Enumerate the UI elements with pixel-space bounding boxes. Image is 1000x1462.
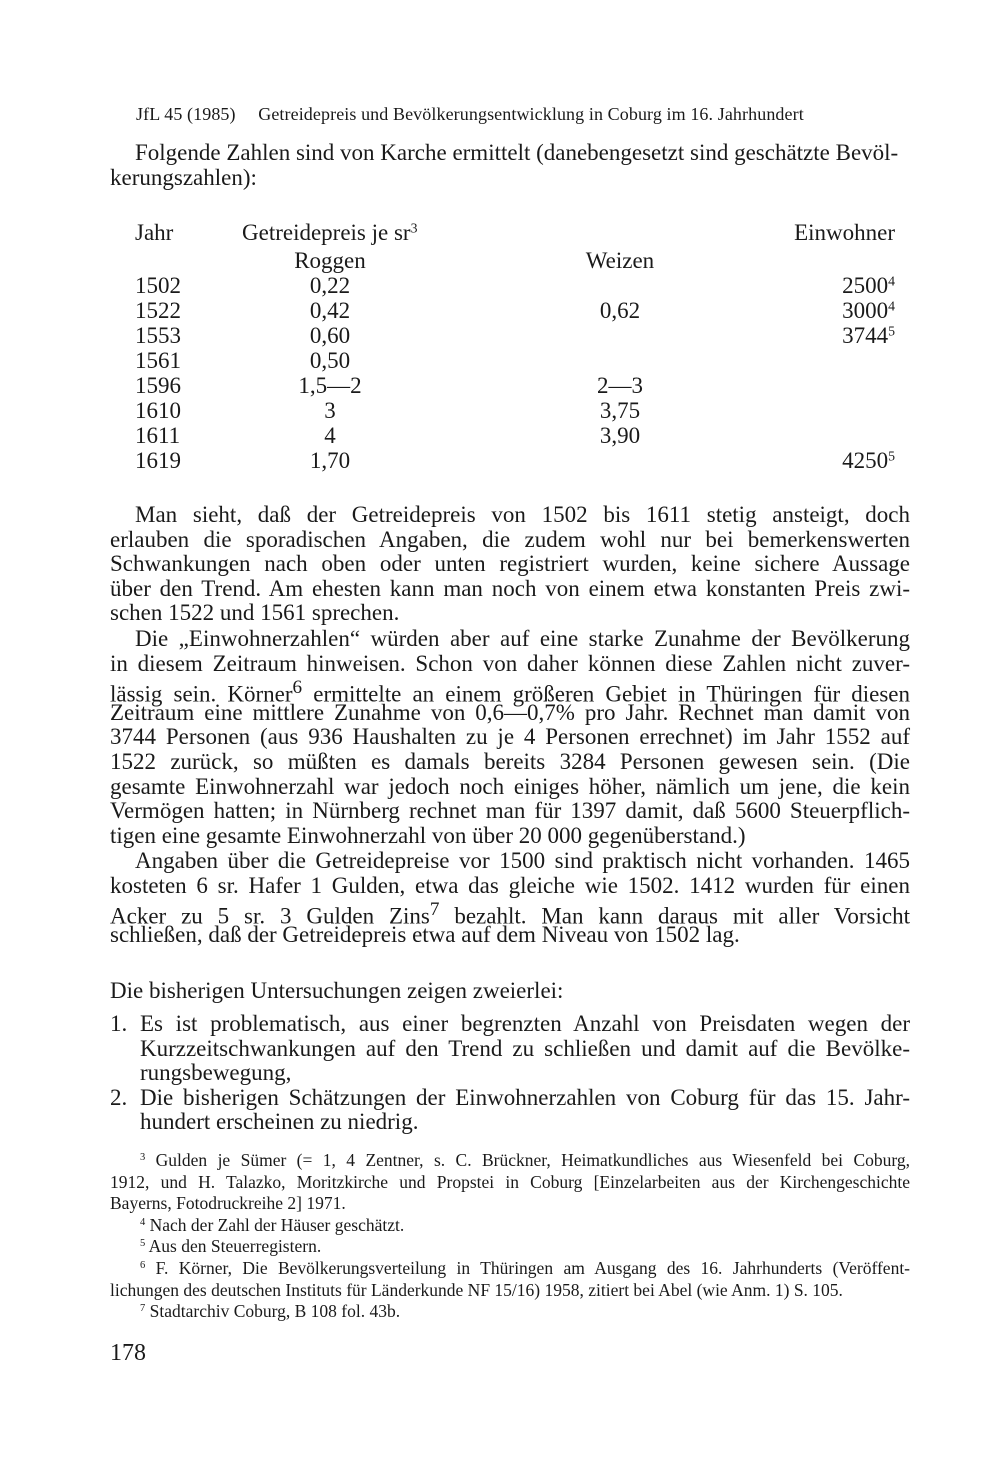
- cell-wheat: 2—3: [597, 373, 643, 398]
- footnote-ref: 5: [888, 323, 895, 339]
- table-body: [135, 273, 895, 473]
- footnote-mark: 7: [140, 1303, 146, 1315]
- column-header-year: Jahr: [135, 220, 174, 245]
- table-row: [135, 398, 895, 423]
- journal-citation: JfL 45 (1985): [136, 104, 236, 124]
- subheader-wheat: Weizen: [585, 248, 655, 273]
- page-number: 178: [110, 1340, 146, 1366]
- cell-wheat: 0,62: [599, 298, 641, 323]
- paragraph-line: Angaben über die Getreidepreise vor 1500 sind praktisch nicht vorhanden. 1465: [135, 848, 910, 873]
- list-number: 2.: [110, 1084, 128, 1110]
- cell-rye: 1,70: [309, 448, 351, 473]
- footnote-ref: 4: [888, 298, 895, 314]
- footnote-line: lichungen des deutschen Instituts für Länderkunde NF 15/16) 1958, zitiert bei Abel (wie Anm. 1) S. 105.: [110, 1279, 843, 1300]
- footnote-6: [110, 1258, 910, 1301]
- paragraph-line: Vermögen hatten; in Nürnberg rechnet man für 1397 damit, daß 5600 Steuerpflich-: [110, 798, 910, 824]
- footnotes: [110, 1150, 910, 1323]
- footnote-line: [110, 1301, 910, 1323]
- cell-rye: 0,22: [309, 273, 351, 298]
- inhabitants-value: 3744: [842, 323, 889, 348]
- footnote-line: Bayerns, Fotodruckreihe 2] 1971.: [110, 1193, 346, 1214]
- footnote-line: 1912, und H. Talazko, Moritzkirche und Propstei in Coburg [Einzelarbeiten aus der Kirchengeschichte: [110, 1171, 910, 1192]
- table-row: [135, 348, 895, 373]
- running-title: Getreidepreis und Bevölkerungsentwicklung in Coburg im 16. Jahrhundert: [258, 104, 804, 124]
- footnote-mark: 6: [140, 1260, 146, 1272]
- cell-year: 1502: [135, 273, 181, 298]
- conclusion-lead: Die bisherigen Untersuchungen zeigen zweierlei:: [110, 978, 564, 1003]
- table-row: [135, 298, 895, 323]
- paragraph-line: 3744 Personen (aus 936 Haushalten zu je 4 Personen errechnet) im Jahr 1552 auf: [110, 724, 910, 750]
- footnote-ref: 5: [888, 448, 895, 464]
- table-row: [135, 273, 895, 298]
- column-header-price: [242, 220, 418, 246]
- cell-rye: 0,42: [309, 298, 351, 323]
- footnote-text: Gulden je Sümer (= 1, 4 Zentner, s. C. Brückner, Heimatkundliches aus Wiesenfeld bei Coburg,: [155, 1150, 911, 1170]
- cell-inhabitants: [842, 323, 895, 349]
- cell-year: 1619: [135, 448, 181, 473]
- column-header-price-text: Getreidepreis je sr: [242, 220, 411, 245]
- paragraph-line: [110, 676, 911, 707]
- cell-year: 1611: [135, 423, 181, 448]
- paragraph-line: 1522 zurück, so müßten es damals bereits 3284 Personen gewesen sein. (Die: [110, 748, 910, 774]
- price-table: [135, 220, 895, 473]
- footnote-line: [110, 1236, 910, 1258]
- table-subheader-row: [135, 248, 895, 273]
- intro-line: kerungszahlen):: [110, 165, 257, 190]
- paragraph-line: Zeitraum eine mittlere Zunahme von 0,6—0,7% pro Jahr. Rechnet man damit von: [110, 699, 910, 725]
- footnote-mark: 4: [140, 1217, 146, 1229]
- footnote-line: [110, 1215, 910, 1237]
- footnote-5: [110, 1236, 910, 1258]
- subheader-rye: Roggen: [294, 248, 366, 273]
- cell-year: 1553: [135, 323, 181, 348]
- cell-year: 1596: [135, 373, 181, 398]
- paragraph-line: Die „Einwohnerzahlen“ würden aber auf eine starke Zunahme der Bevölkerung: [135, 626, 910, 651]
- paragraph-line: Man sieht, daß der Getreidepreis von 1502 bis 1611 stetig ansteigt, doch: [135, 502, 910, 527]
- cell-inhabitants: [842, 298, 895, 324]
- inhabitants-value: 4250: [842, 448, 889, 473]
- line-segment: lässig sein. Körner: [110, 681, 293, 707]
- cell-year: 1522: [135, 298, 181, 323]
- footnote-text: F. Körner, Die Bevölkerungsverteilung in Thüringen am Ausgang des 16. Jahrhunderts (Veröffent-: [155, 1257, 911, 1278]
- cell-rye: 0,60: [309, 323, 351, 348]
- conclusion-list: [110, 1011, 910, 1134]
- column-header-inhabitants: Einwohner: [794, 220, 895, 245]
- line-segment: ermittelte an einem größeren Gebiet in Thüringen für diesen: [302, 681, 911, 707]
- cell-year: 1561: [135, 348, 181, 373]
- footnote-text: Stadtarchiv Coburg, B 108 fol. 43b.: [149, 1301, 401, 1322]
- list-line: Die bisherigen Schätzungen der Einwohnerzahlen von Coburg für das 15. Jahr-: [140, 1084, 910, 1110]
- footnote-line: [110, 1258, 910, 1280]
- paragraph-line: kosteten 6 sr. Hafer 1 Gulden, etwa das gleiche wie 1502. 1412 wurden für einen: [110, 872, 910, 898]
- line-segment: bezahlt. Man kann daraus mit aller Vorsicht: [439, 903, 910, 929]
- table-header-row: [135, 220, 895, 248]
- list-line: Kurzzeitschwankungen auf den Trend zu schließen und damit auf die Bevölke-: [140, 1035, 910, 1061]
- cell-inhabitants: [842, 448, 895, 474]
- list-line: Es ist problematisch, aus einer begrenzten Anzahl von Preisdaten wegen der: [140, 1011, 910, 1036]
- paragraph-inhabitants: [110, 627, 910, 848]
- footnote-7: [110, 1301, 910, 1323]
- list-line: rungsbewegung,: [140, 1060, 292, 1086]
- list-line: hundert erscheinen zu niedrig.: [140, 1109, 419, 1135]
- paragraph-line: erlauben die sporadischen Angaben, die zudem wohl nur bei bemerkenswerten: [110, 526, 910, 552]
- footnote-line: [110, 1150, 910, 1172]
- footnote-ref: 6: [292, 677, 303, 699]
- cell-year: 1610: [135, 398, 181, 423]
- cell-inhabitants: [842, 273, 895, 299]
- intro-line: Folgende Zahlen sind von Karche ermittelt (danebengesetzt sind geschätzte Bevöl-: [135, 140, 899, 165]
- paragraph-earlier-prices: [110, 849, 910, 947]
- list-number: 1.: [110, 1011, 128, 1036]
- cell-rye: 1,5—2: [298, 373, 362, 398]
- paragraph-line: [110, 898, 910, 929]
- list-item: [110, 1085, 910, 1134]
- table-row: [135, 423, 895, 448]
- footnote-3: [110, 1150, 910, 1215]
- footnote-mark: 3: [140, 1152, 146, 1164]
- footnote-text: Aus den Steuerregistern.: [148, 1236, 322, 1257]
- paragraph-line: schließen, daß der Getreidepreis etwa auf dem Niveau von 1502 lag.: [110, 921, 740, 947]
- footnote-ref: 4: [888, 273, 895, 289]
- footnote-ref: 7: [429, 899, 440, 921]
- paragraph-line: tigen eine gesamte Einwohnerzahl von über 20 000 gegenüberstand.): [110, 822, 746, 848]
- table-row: [135, 373, 895, 398]
- line-segment: Acker zu 5 sr. 3 Gulden Zins: [110, 903, 430, 929]
- cell-wheat: 3,75: [599, 398, 641, 423]
- paragraph-line: gesamte Einwohnerzahl war jedoch noch einiges höher, nämlich um jene, die kein: [110, 773, 910, 799]
- paragraph-line: über den Trend. Am ehesten kann man noch von einem etwa konstanten Preis zwi-: [110, 575, 910, 601]
- inhabitants-value: 2500: [842, 273, 889, 298]
- footnote-4: [110, 1215, 910, 1237]
- cell-rye: 4: [324, 423, 336, 448]
- table-row: [135, 448, 895, 473]
- cell-rye: 0,50: [309, 348, 351, 373]
- paragraph-line: Schwankungen nach oben oder unten registriert wurden, keine sichere Aussage: [110, 551, 910, 577]
- cell-wheat: 3,90: [599, 423, 641, 448]
- paragraph-line: schen 1522 und 1561 sprechen.: [110, 600, 400, 626]
- running-head: [136, 104, 896, 125]
- table-row: [135, 323, 895, 348]
- paragraph-line: in diesem Zeitraum hinweisen. Schon von daher können diese Zahlen nicht zuver-: [110, 650, 910, 676]
- cell-rye: 3: [324, 398, 336, 423]
- paragraph-trend: [110, 503, 910, 626]
- footnote-text: Nach der Zahl der Häuser geschätzt.: [149, 1214, 405, 1235]
- intro-paragraph: [110, 140, 910, 190]
- list-item: [110, 1011, 910, 1085]
- footnote-ref: 3: [410, 220, 418, 236]
- footnote-mark: 5: [140, 1238, 146, 1250]
- inhabitants-value: 3000: [842, 298, 889, 323]
